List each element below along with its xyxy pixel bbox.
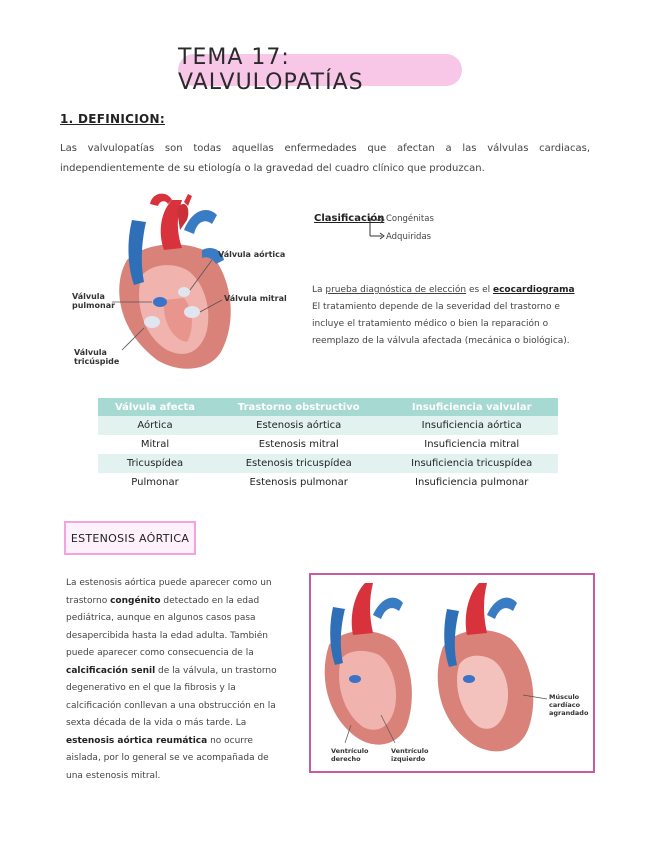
heart-illustration [72, 190, 302, 375]
table-cell: Estenosis aórtica [212, 416, 385, 435]
table-cell: Insuficiencia tricuspídea [385, 454, 558, 473]
label-valvula-pulmonar: Válvula pulmonar [72, 292, 116, 310]
table-row [98, 473, 558, 492]
estenosis-p2: detectado en la edad pediátrica, aunque en algunos casos pasa desapercibida hasta la edad adulta. También puede aparecer como consecuencia de la [66, 595, 268, 658]
clasificacion-item-adquiridas: Adquiridas [386, 232, 432, 242]
table-header-cell: Insuficiencia valvular [385, 398, 558, 416]
table-cell: Insuficiencia pulmonar [385, 473, 558, 492]
bracket-arrow-icon [368, 214, 388, 240]
heart-comparison-frame [309, 573, 595, 773]
clasificacion-label: Clasificación [314, 213, 385, 224]
table-cell: Insuficiencia mitral [385, 435, 558, 454]
label-ventriculo-izquierdo: Ventrículo izquierdo [391, 747, 429, 763]
estenosis-aortica-heading: ESTENOSIS AÓRTICA [64, 521, 196, 555]
section-heading-definicion: 1. DEFINICION: [60, 112, 165, 126]
table-header-cell: Trastorno obstructivo [212, 398, 385, 416]
page-title: TEMA 17: VALVULOPATÍAS [178, 54, 462, 86]
diagnostico-bold: ecocardiograma [492, 285, 575, 295]
definition-text: Las valvulopatías son todas aquellas enfermedades que afectan a las válvulas cardiacas, independientemente de su etiología o la gravedad del cuadro clínico que produzcan. [60, 143, 590, 174]
table-cell: Aórtica [98, 416, 212, 435]
estenosis-text [66, 575, 280, 785]
table-row [98, 435, 558, 454]
table-cell: Estenosis tricuspídea [212, 454, 385, 473]
tratamiento-text: El tratamiento depende de la severidad del trastorno e incluye el tratamiento médico o bien la reparación o reemplazo de la válvula afectada (mecánica o biológica). [312, 302, 570, 346]
estenosis-b1: congénito [110, 595, 161, 606]
label-ventriculo-derecho: Ventrículo derecho [331, 747, 369, 763]
diagnostico-mid: es el [466, 285, 493, 295]
diagnostico-text [312, 282, 592, 350]
heart-comparison-icon [311, 575, 593, 771]
clasificacion-item-congenitas: Congénitas [386, 214, 434, 224]
table-row [98, 454, 558, 473]
table-cell: Estenosis pulmonar [212, 473, 385, 492]
table-cell: Tricuspídea [98, 454, 212, 473]
table-row [98, 416, 558, 435]
label-valvula-tricuspide: Válvula tricúspide [74, 348, 120, 366]
diagnostico-pre: La [312, 285, 326, 295]
table-header-row [98, 398, 558, 416]
estenosis-b3: estenosis aórtica reumática [66, 735, 208, 746]
valvulopatias-table [98, 398, 558, 492]
table-header-cell: Válvula afecta [98, 398, 212, 416]
label-valvula-aortica: Válvula aórtica [218, 250, 286, 259]
estenosis-p3: de la válvula, un trastorno degenerativo en el que la fibrosis y la calcificación conllevan a una obstrucción en la sexta década de la vida o más tarde. La [66, 665, 277, 728]
table-cell: Estenosis mitral [212, 435, 385, 454]
label-musculo-cardiaco: Músculo cardíaco agrandado [549, 693, 589, 717]
label-valvula-mitral: Válvula mitral [224, 294, 287, 303]
estenosis-p1: La estenosis aórtica puede aparecer como un trastorno [66, 578, 272, 606]
table-cell: Mitral [98, 435, 212, 454]
estenosis-p4: no ocurre aislada, por lo general se ve acompañada de una estenosis mitral. [66, 735, 269, 781]
table-cell: Insuficiencia aórtica [385, 416, 558, 435]
estenosis-b2: calcificación senil [66, 665, 156, 676]
diagnostico-underlined: prueba diagnóstica de elección [325, 285, 467, 295]
table-cell: Pulmonar [98, 473, 212, 492]
